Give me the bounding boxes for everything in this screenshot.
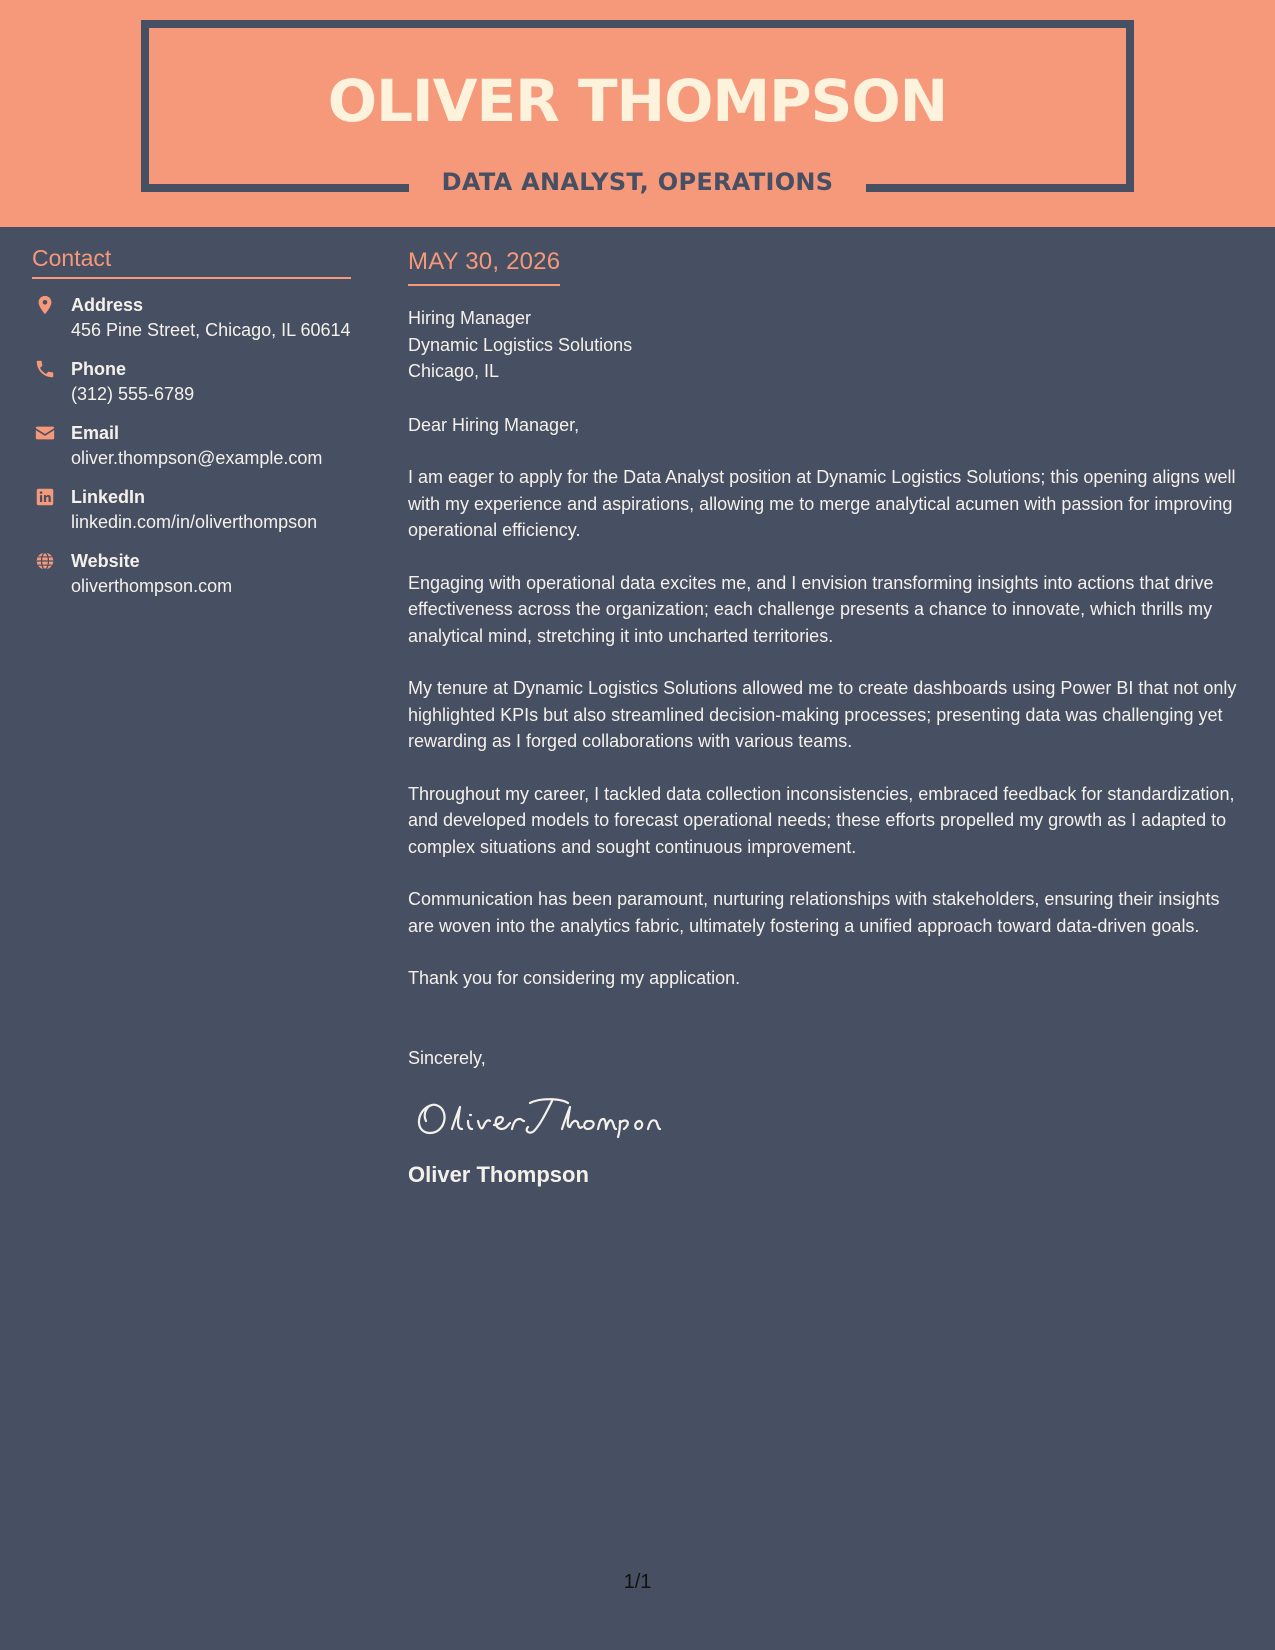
- letter-paragraph: Communication has been paramount, nurturing relationships with stakeholders, ensuring their insights are woven into the analytics fabric, ultimately fostering a unified approach toward data-driven goals.: [408, 889, 1220, 936]
- map-pin-icon: [34, 294, 56, 316]
- signature-stroke: [419, 1099, 660, 1137]
- header-banner: [0, 0, 1275, 227]
- letter-paragraph: Throughout my career, I tackled data collection inconsistencies, embraced feedback for standardization, and developed models to forecast operational needs; these efforts propelled my growth as I adapted to complex situations and sought continuous improvement.: [408, 783, 1235, 857]
- recipient-line: Chicago, IL: [408, 361, 500, 381]
- email-value[interactable]: oliver.thompson@example.com: [71, 448, 323, 468]
- salutation: Dear Hiring Manager,: [408, 414, 580, 435]
- job-title-wrap: [409, 160, 866, 204]
- contact-heading: Contact: [32, 243, 351, 279]
- handwritten-signature: [412, 1091, 662, 1141]
- contact-item-address: [32, 293, 351, 343]
- letter-paragraph: I am eager to apply for the Data Analyst position at Dynamic Logistics Solutions; this opening aligns well with my experience and aspirations, allowing me to merge analytical acumen with passion for improving operational efficiency.: [408, 467, 1236, 540]
- phone-icon: [34, 358, 56, 380]
- linkedin-value[interactable]: linkedin.com/in/oliverthompson: [71, 512, 318, 532]
- contact-item-email: [32, 421, 351, 471]
- letter-paragraph: My tenure at Dynamic Logistics Solutions allowed me to create dashboards using Power BI that not only highlighted KPIs but also streamlined decision-making processes; presenting data was challenging yet rewarding as I forged collaborations with various teams.: [408, 678, 1237, 751]
- page-number: 1/1: [623, 1571, 652, 1593]
- contact-label: LinkedIn: [71, 487, 146, 507]
- contact-sidebar: [32, 227, 351, 599]
- recipient-line: Dynamic Logistics Solutions: [408, 334, 633, 355]
- globe-icon: [34, 550, 56, 572]
- letter-paragraph: Thank you for considering my application.: [408, 968, 741, 988]
- letter-paragraph: Engaging with operational data excites me, and I envision transforming insights into actions that drive effectiveness across the organization; each challenge presents a chance to innovate, which thrills my analytical mind, stretching it into uncharted territories.: [408, 572, 1214, 646]
- signer-name: Oliver Thompson: [408, 1162, 589, 1187]
- contact-item-linkedin: [32, 485, 351, 535]
- website-value[interactable]: oliverthompson.com: [71, 576, 233, 596]
- contact-item-phone: [32, 357, 351, 407]
- contact-label: Address: [71, 295, 144, 315]
- contact-label: Email: [71, 423, 120, 443]
- job-title: DATA ANALYST, OPERATIONS: [441, 168, 834, 196]
- contact-label: Website: [71, 551, 140, 571]
- contact-label: Phone: [71, 359, 127, 379]
- phone-value: (312) 555-6789: [71, 384, 195, 404]
- letter-body: [408, 227, 1243, 1189]
- applicant-name: OLIVER THOMPSON: [327, 67, 948, 135]
- contact-item-website: [32, 549, 351, 599]
- closing: Sincerely,: [408, 1047, 486, 1068]
- address-value: 456 Pine Street, Chicago, IL 60614: [71, 320, 351, 340]
- recipient-line: Hiring Manager: [408, 308, 532, 328]
- letter-date: MAY 30, 2026: [408, 246, 560, 286]
- linkedin-icon: [34, 486, 56, 508]
- recipient-block: [408, 305, 1243, 385]
- envelope-icon: [34, 422, 56, 444]
